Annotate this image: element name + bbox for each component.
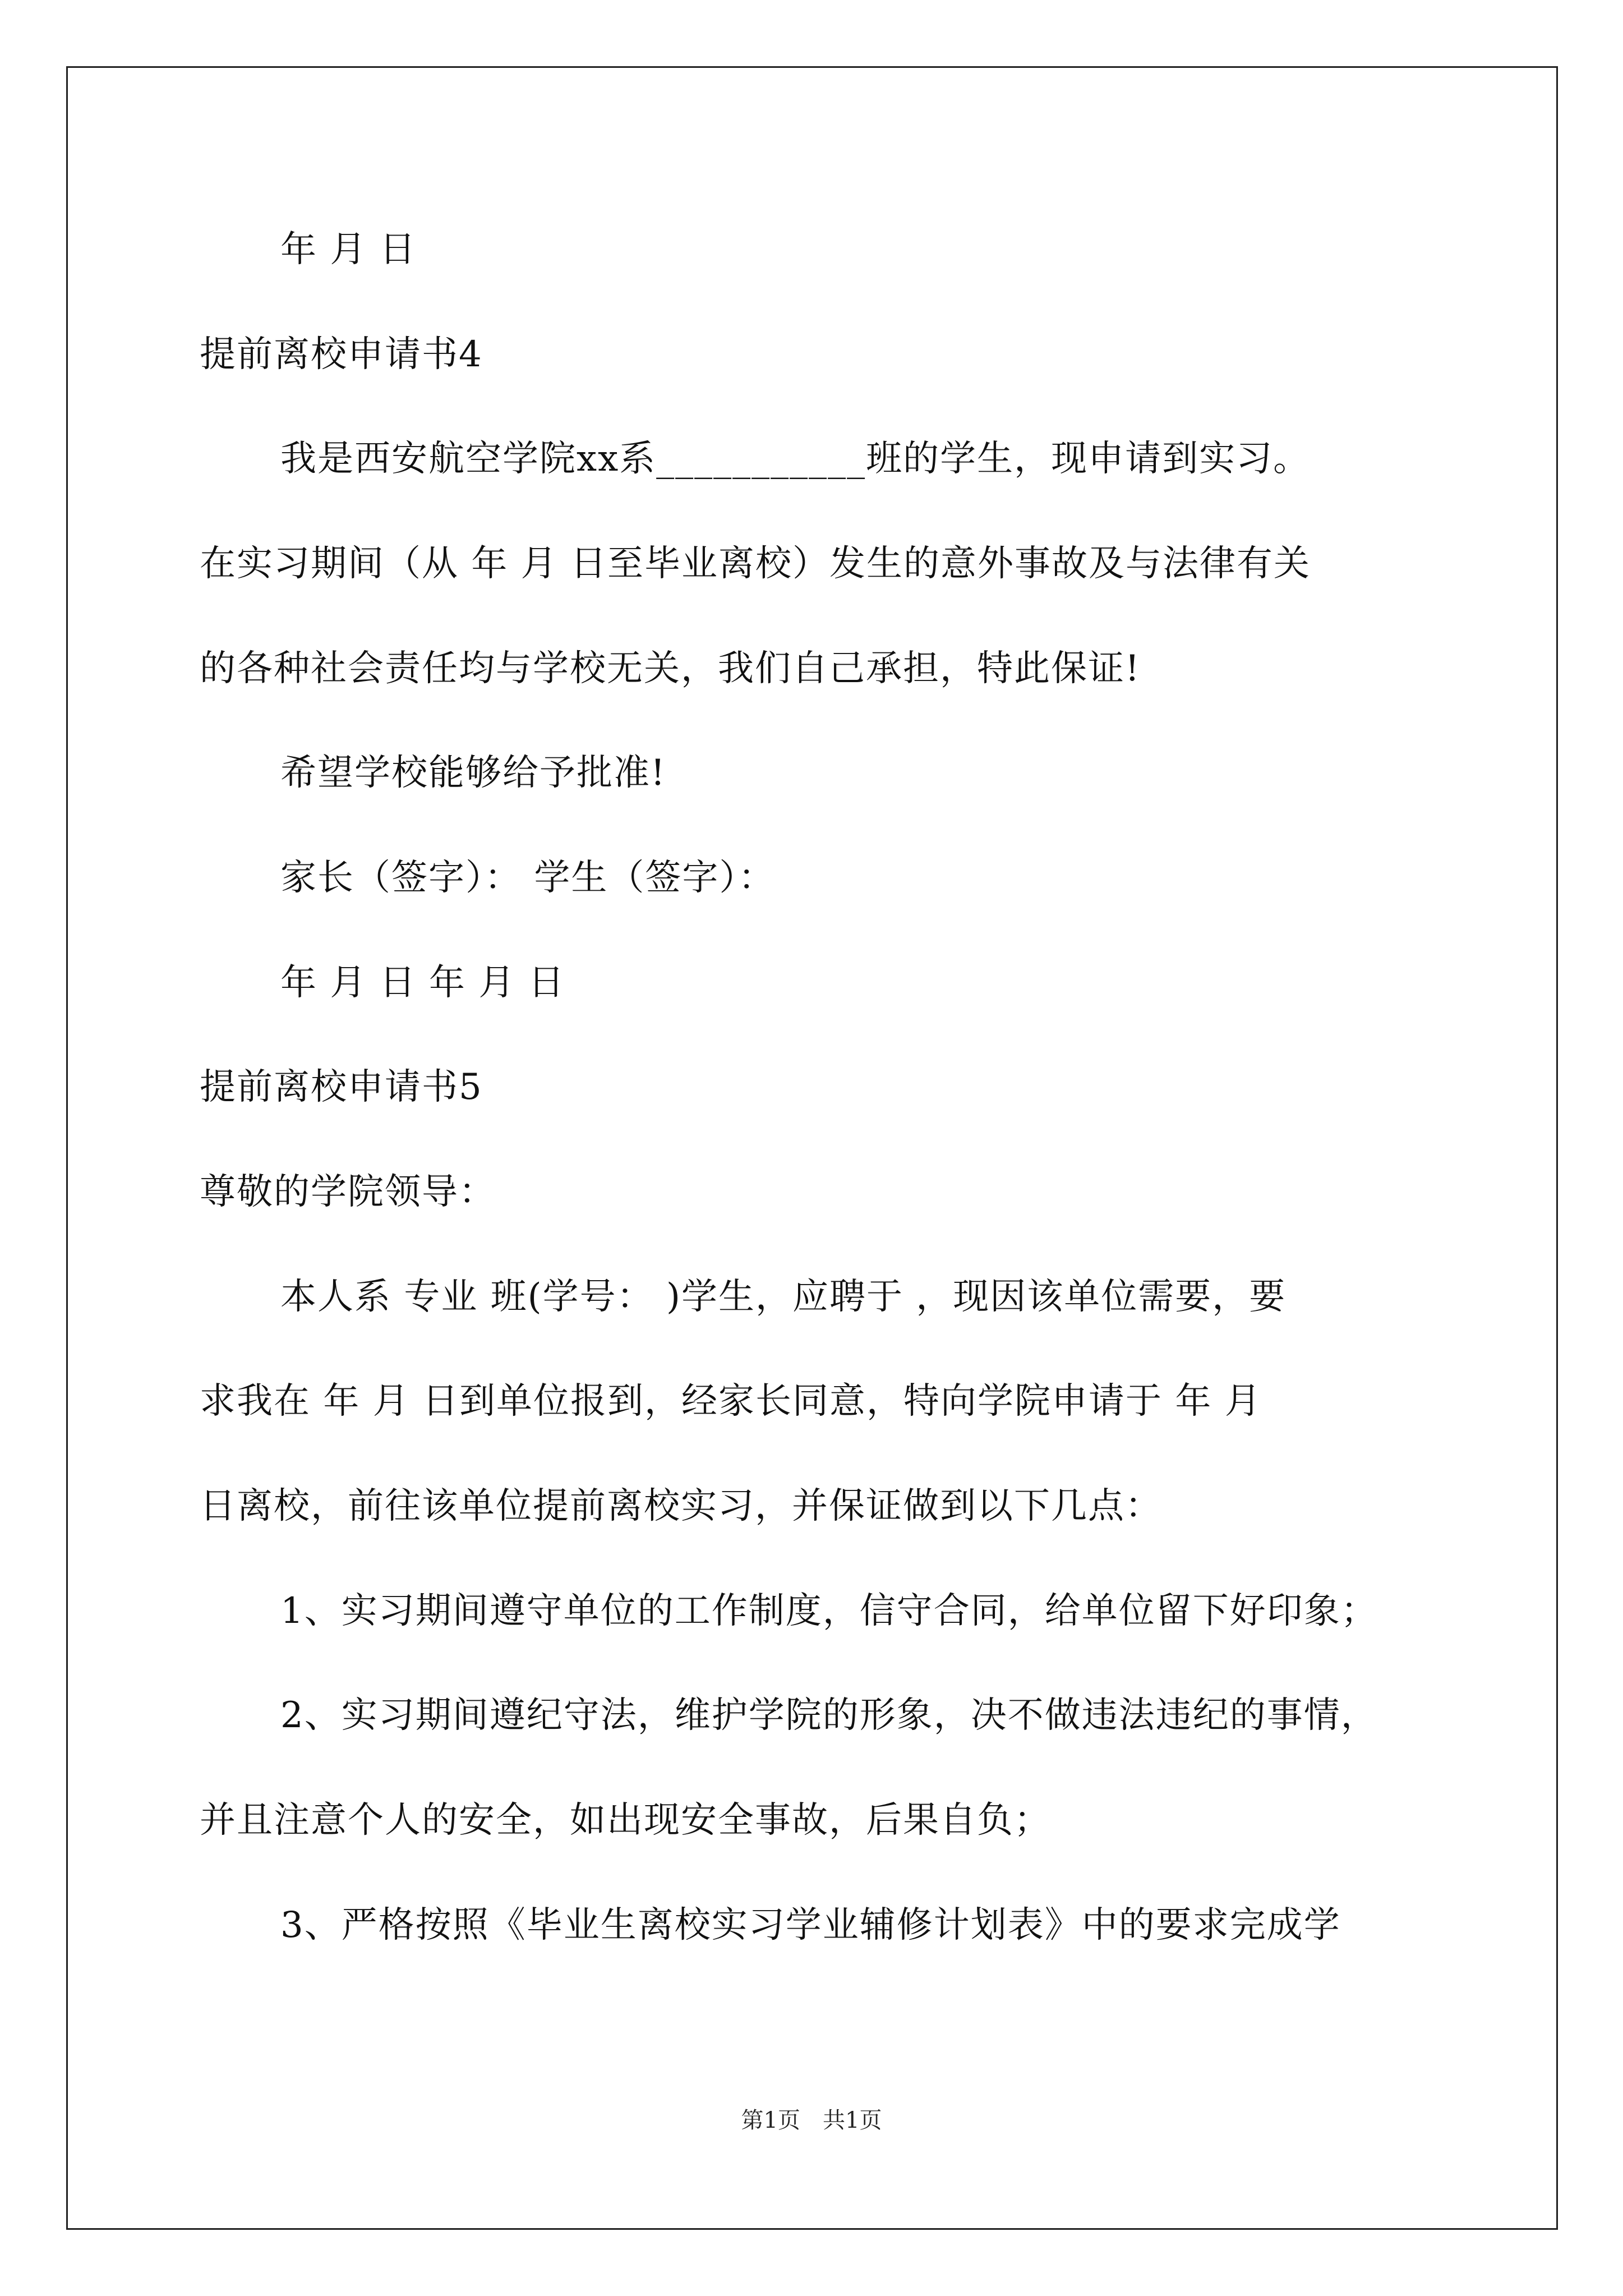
paragraph-line: 我是西安航空学院xx系___________班的学生，现申请到实习。: [280, 438, 1311, 480]
list-item: 2、实习期间遵纪守法，维护学院的形象，决不做违法违纪的事情，: [280, 1695, 1378, 1736]
section-title-4: 提前离校申请书4: [200, 334, 483, 375]
date-line: 年 月 日: [280, 229, 417, 270]
paragraph-line: 求我在 年 月 日到单位报到，经家长同意，特向学院申请于 年 月: [200, 1381, 1262, 1422]
date-line: 年 月 日 年 月 日: [280, 962, 565, 1004]
paragraph-line: 在实习期间（从 年 月 日至毕业离校）发生的意外事故及与法律有关: [200, 543, 1311, 585]
paragraph-line: 日离校，前往该单位提前离校实习，并保证做到以下几点：: [200, 1485, 1162, 1527]
list-item: 3、严格按照《毕业生离校实习学业辅修计划表》中的要求完成学: [280, 1904, 1341, 1946]
list-item-continuation: 并且注意个人的安全，如出现安全事故，后果自负；: [200, 1800, 1051, 1841]
signature-line: 家长（签字）： 学生（签字）：: [280, 857, 776, 899]
paragraph-line: 的各种社会责任均与学校无关，我们自己承担，特此保证!: [200, 648, 1141, 689]
salutation: 尊敬的学院领导：: [200, 1171, 496, 1213]
list-item: 1、实习期间遵守单位的工作制度，信守合同，给单位留下好印象；: [280, 1590, 1378, 1632]
section-title-5: 提前离校申请书5: [200, 1066, 483, 1108]
page-footer: 第1页 共1页: [741, 2108, 882, 2133]
paragraph-line: 希望学校能够给予批准!: [280, 752, 666, 794]
paragraph-line: 本人系 专业 班(学号： )学生，应聘于 ，现因该单位需要，要: [280, 1276, 1287, 1318]
